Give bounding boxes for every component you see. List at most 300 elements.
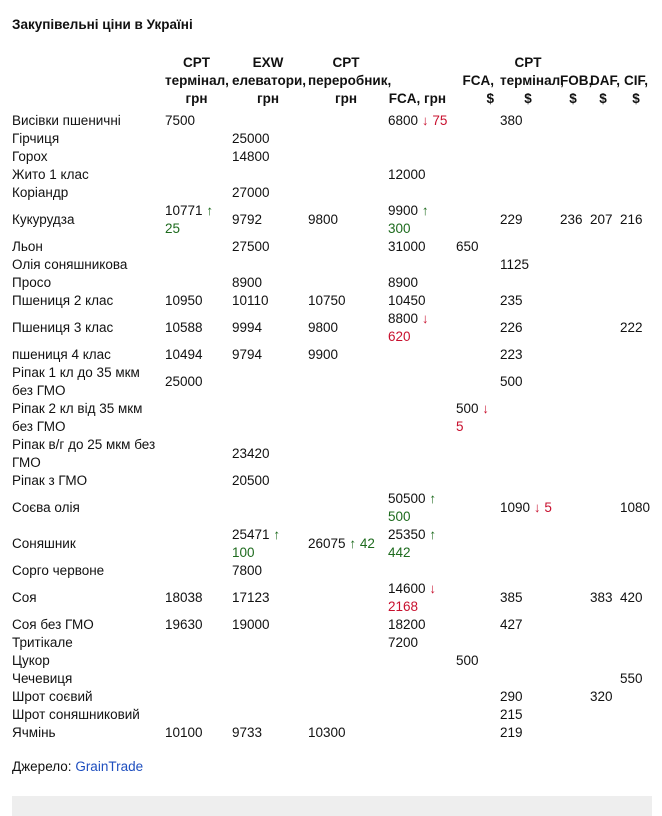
price-value: 25000 [232, 131, 270, 146]
price-cell [618, 364, 654, 400]
price-value: 9733 [232, 725, 263, 740]
price-cell [558, 130, 588, 148]
price-cell [498, 274, 558, 292]
price-cell [386, 112, 454, 130]
price-cell [230, 670, 306, 688]
price-value: 9800 [308, 212, 339, 227]
price-cell [386, 724, 454, 742]
price-cell [588, 652, 618, 670]
price-value: 1080 [620, 500, 651, 515]
price-cell [454, 562, 498, 580]
table-row [8, 706, 654, 724]
price-cell [454, 724, 498, 742]
price-cell [306, 130, 386, 148]
product-name: пшениця 4 клас [12, 347, 111, 362]
price-cell [306, 526, 386, 562]
price-cell [558, 202, 588, 238]
price-cell [163, 148, 230, 166]
price-value: 222 [620, 320, 643, 335]
price-change: 500 [388, 509, 411, 524]
price-cell [163, 526, 230, 562]
price-value: 27500 [232, 239, 270, 254]
price-cell [588, 148, 618, 166]
price-value: 10771 [165, 203, 203, 218]
price-cell [498, 652, 558, 670]
price-cell [588, 184, 618, 202]
price-cell [454, 166, 498, 184]
price-cell [306, 148, 386, 166]
price-value: 223 [500, 347, 523, 362]
price-cell [558, 310, 588, 346]
price-cell [230, 238, 306, 256]
price-value: 31000 [388, 239, 426, 254]
price-cell [588, 310, 618, 346]
table-row [8, 130, 654, 148]
arrow-down-icon: ↓ [429, 581, 437, 596]
price-cell [163, 490, 230, 526]
price-value: 10450 [388, 293, 426, 308]
price-cell [386, 256, 454, 274]
price-cell [454, 274, 498, 292]
price-cell [163, 256, 230, 274]
arrow-down-icon: ↓ [421, 311, 429, 326]
price-value: 380 [500, 113, 523, 128]
price-cell [618, 130, 654, 148]
price-change: 2168 [388, 599, 419, 614]
product-name: Шрот соняшниковий [12, 707, 140, 722]
product-name: Ріпак 1 кл до 35 мкм без ГМО [12, 365, 140, 398]
price-value: 20500 [232, 473, 270, 488]
price-value: 19630 [165, 617, 203, 632]
price-cell [588, 400, 618, 436]
arrow-down-icon: ↓ [533, 500, 541, 515]
price-cell [454, 688, 498, 706]
price-cell [588, 112, 618, 130]
price-value: 226 [500, 320, 523, 335]
product-name: Льон [12, 239, 43, 254]
price-value: 420 [620, 590, 643, 605]
price-cell [454, 400, 498, 436]
product-name: Цукор [12, 653, 50, 668]
table-row [8, 166, 654, 184]
price-cell [454, 130, 498, 148]
price-cell [230, 526, 306, 562]
product-name: Соя без ГМО [12, 617, 94, 632]
price-cell [454, 292, 498, 310]
price-cell [386, 346, 454, 364]
price-cell [230, 688, 306, 706]
price-cell [230, 490, 306, 526]
price-cell [454, 490, 498, 526]
price-cell [163, 202, 230, 238]
price-cell [230, 310, 306, 346]
price-cell [163, 634, 230, 652]
arrow-up-icon: ↑ [429, 527, 437, 542]
table-row [8, 256, 654, 274]
price-cell [618, 112, 654, 130]
price-cell [558, 652, 588, 670]
column-header: CPT термінал, грн [165, 55, 229, 106]
price-value: 9792 [232, 212, 263, 227]
source-line [12, 759, 143, 774]
price-cell [558, 184, 588, 202]
price-cell [386, 436, 454, 472]
price-cell [230, 436, 306, 472]
price-value: 500 [456, 401, 479, 416]
price-value: 550 [620, 671, 643, 686]
price-cell [386, 688, 454, 706]
price-cell [588, 472, 618, 490]
price-cell [618, 562, 654, 580]
price-cell [588, 634, 618, 652]
price-value: 320 [590, 689, 613, 704]
price-change: 42 [359, 536, 375, 551]
product-name: Кукурудза [12, 212, 75, 227]
product-name: Ріпак з ГМО [12, 473, 88, 488]
price-cell [230, 184, 306, 202]
price-value: 290 [500, 689, 523, 704]
price-cell [588, 436, 618, 472]
price-cell [588, 526, 618, 562]
price-cell [454, 526, 498, 562]
price-cell [498, 292, 558, 310]
price-cell [230, 472, 306, 490]
column-header: FCA, $ [462, 73, 494, 106]
price-cell [498, 688, 558, 706]
price-value: 235 [500, 293, 523, 308]
price-cell [306, 202, 386, 238]
price-cell [558, 472, 588, 490]
arrow-up-icon: ↑ [429, 491, 437, 506]
price-cell [306, 688, 386, 706]
price-cell [498, 364, 558, 400]
price-cell [306, 652, 386, 670]
source-link[interactable]: GrainTrade [75, 759, 144, 774]
price-value: 10588 [165, 320, 203, 335]
price-value: 236 [560, 212, 583, 227]
table-row [8, 202, 654, 238]
price-cell [386, 148, 454, 166]
price-cell [454, 472, 498, 490]
table-row [8, 580, 654, 616]
price-value: 215 [500, 707, 523, 722]
price-value: 385 [500, 590, 523, 605]
price-value: 9994 [232, 320, 263, 335]
price-cell [618, 202, 654, 238]
price-cell [498, 166, 558, 184]
price-cell [618, 436, 654, 472]
table-row [8, 472, 654, 490]
price-cell [163, 562, 230, 580]
price-cell [618, 292, 654, 310]
price-cell [498, 436, 558, 472]
price-value: 10750 [308, 293, 346, 308]
product-name: Гірчиця [12, 131, 60, 146]
price-cell [230, 634, 306, 652]
price-cell [386, 616, 454, 634]
product-name: Просо [12, 275, 52, 290]
table-row [8, 346, 654, 364]
price-cell [558, 706, 588, 724]
price-cell [454, 148, 498, 166]
price-cell [454, 616, 498, 634]
price-value: 8900 [388, 275, 419, 290]
price-cell [588, 256, 618, 274]
price-value: 500 [456, 653, 479, 668]
price-cell [163, 346, 230, 364]
price-value: 8900 [232, 275, 263, 290]
column-header: FOB, $ [560, 73, 593, 106]
price-cell [558, 292, 588, 310]
price-value: 10950 [165, 293, 203, 308]
price-cell [306, 112, 386, 130]
price-cell [454, 256, 498, 274]
price-value: 9900 [388, 203, 419, 218]
product-name: Сорго червоне [12, 563, 105, 578]
table-row [8, 526, 654, 562]
price-cell [558, 490, 588, 526]
table-row [8, 436, 654, 472]
price-cell [618, 346, 654, 364]
price-cell [230, 346, 306, 364]
price-cell [618, 526, 654, 562]
product-name: Олія соняшникова [12, 257, 128, 272]
price-cell [618, 490, 654, 526]
price-cell [498, 400, 558, 436]
price-cell [618, 184, 654, 202]
price-cell [498, 148, 558, 166]
price-cell [306, 256, 386, 274]
price-cell [230, 364, 306, 400]
price-cell [618, 148, 654, 166]
price-value: 427 [500, 617, 523, 632]
price-change: 5 [456, 419, 464, 434]
price-cell [163, 112, 230, 130]
price-cell [618, 274, 654, 292]
price-cell [558, 274, 588, 292]
price-cell [163, 364, 230, 400]
price-cell [306, 616, 386, 634]
price-cell [230, 580, 306, 616]
price-value: 27000 [232, 185, 270, 200]
arrow-down-icon: ↓ [421, 113, 429, 128]
price-cell [230, 166, 306, 184]
product-name: Жито 1 клас [12, 167, 89, 182]
price-value: 25350 [388, 527, 426, 542]
product-name: Шрот соєвий [12, 689, 93, 704]
price-cell [498, 238, 558, 256]
price-cell [386, 238, 454, 256]
price-cell [558, 400, 588, 436]
price-change: 5 [544, 500, 552, 515]
price-cell [454, 346, 498, 364]
price-cell [498, 202, 558, 238]
price-cell [163, 274, 230, 292]
price-value: 229 [500, 212, 523, 227]
price-cell [588, 346, 618, 364]
arrow-up-icon: ↑ [273, 527, 281, 542]
price-change: 620 [388, 329, 411, 344]
price-cell [306, 238, 386, 256]
price-value: 10300 [308, 725, 346, 740]
column-header: CPT термінал, $ [500, 55, 564, 106]
table-row [8, 364, 654, 400]
table-row [8, 562, 654, 580]
price-cell [588, 670, 618, 688]
price-cell [230, 130, 306, 148]
product-name: Чечевиця [12, 671, 73, 686]
product-name: Ріпак в/г до 25 мкм без ГМО [12, 437, 156, 470]
price-cell [558, 112, 588, 130]
price-cell [386, 706, 454, 724]
product-name: Ячмінь [12, 725, 56, 740]
table-row [8, 688, 654, 706]
price-cell [163, 436, 230, 472]
price-cell [230, 112, 306, 130]
price-value: 25471 [232, 527, 270, 542]
price-cell [618, 256, 654, 274]
price-value: 1125 [500, 257, 530, 272]
price-cell [454, 670, 498, 688]
product-name: Пшениця 2 клас [12, 293, 114, 308]
column-header [8, 52, 163, 112]
product-name: Горох [12, 149, 48, 164]
price-cell [306, 310, 386, 346]
price-cell [588, 292, 618, 310]
price-cell [498, 634, 558, 652]
price-cell [498, 112, 558, 130]
product-name: Коріандр [12, 185, 69, 200]
price-cell [618, 688, 654, 706]
price-cell [163, 724, 230, 742]
price-cell [386, 310, 454, 346]
price-cell [306, 670, 386, 688]
price-cell [306, 184, 386, 202]
price-cell [454, 238, 498, 256]
price-cell [588, 202, 618, 238]
price-value: 9794 [232, 347, 263, 362]
price-cell [386, 526, 454, 562]
product-name: Висівки пшеничні [12, 113, 121, 128]
price-cell [558, 346, 588, 364]
price-cell [163, 580, 230, 616]
price-value: 650 [456, 239, 479, 254]
price-cell [454, 202, 498, 238]
price-cell [386, 166, 454, 184]
price-value: 14800 [232, 149, 270, 164]
price-cell [618, 634, 654, 652]
price-cell [306, 364, 386, 400]
price-cell [163, 310, 230, 346]
table-row [8, 400, 654, 436]
price-value: 9900 [308, 347, 339, 362]
price-cell [588, 562, 618, 580]
price-cell [498, 346, 558, 364]
price-cell [386, 202, 454, 238]
table-row [8, 112, 654, 130]
price-cell [588, 130, 618, 148]
price-cell [618, 652, 654, 670]
column-header: EXW елеватори, грн [232, 55, 307, 106]
price-cell [618, 400, 654, 436]
price-cell [618, 472, 654, 490]
price-cell [558, 562, 588, 580]
price-cell [618, 706, 654, 724]
price-cell [558, 724, 588, 742]
price-cell [306, 400, 386, 436]
table-row [8, 490, 654, 526]
price-change: 300 [388, 221, 411, 236]
price-cell [588, 490, 618, 526]
price-cell [498, 580, 558, 616]
price-cell [386, 292, 454, 310]
table-row [8, 634, 654, 652]
price-value: 1090 [500, 500, 531, 515]
footer-bar [12, 796, 652, 816]
price-cell [498, 256, 558, 274]
price-cell [588, 238, 618, 256]
price-cell [454, 364, 498, 400]
price-value: 7200 [388, 635, 419, 650]
price-value: 18200 [388, 617, 426, 632]
price-cell [558, 580, 588, 616]
price-value: 10494 [165, 347, 203, 362]
price-cell [588, 724, 618, 742]
product-name: Тритікале [12, 635, 73, 650]
price-cell [386, 634, 454, 652]
price-cell [498, 526, 558, 562]
price-cell [588, 616, 618, 634]
price-cell [618, 616, 654, 634]
price-cell [454, 634, 498, 652]
price-value: 207 [590, 212, 613, 227]
price-value: 14600 [388, 581, 426, 596]
column-header: FCA, грн [388, 91, 446, 106]
column-header: DAF, $ [590, 73, 620, 106]
price-cell [230, 724, 306, 742]
price-cell [230, 292, 306, 310]
table-header-row [8, 52, 654, 112]
price-cell [230, 202, 306, 238]
price-cell [163, 616, 230, 634]
price-cell [386, 184, 454, 202]
price-cell [558, 256, 588, 274]
price-cell [558, 670, 588, 688]
price-cell [454, 310, 498, 346]
price-cell [558, 166, 588, 184]
column-header: CIF, $ [623, 73, 648, 106]
price-cell [498, 310, 558, 346]
price-cell [618, 670, 654, 688]
price-value: 10100 [165, 725, 203, 740]
price-cell [588, 274, 618, 292]
price-cell [306, 562, 386, 580]
price-cell [306, 490, 386, 526]
price-cell [163, 238, 230, 256]
price-value: 6800 [388, 113, 419, 128]
price-cell [588, 580, 618, 616]
price-cell [618, 310, 654, 346]
price-cell [498, 472, 558, 490]
price-cell [306, 580, 386, 616]
source-label: Джерело: [12, 759, 72, 774]
price-cell [454, 112, 498, 130]
table-row [8, 724, 654, 742]
price-cell [306, 346, 386, 364]
price-cell [588, 688, 618, 706]
price-value: 10110 [232, 293, 269, 308]
price-cell [230, 562, 306, 580]
